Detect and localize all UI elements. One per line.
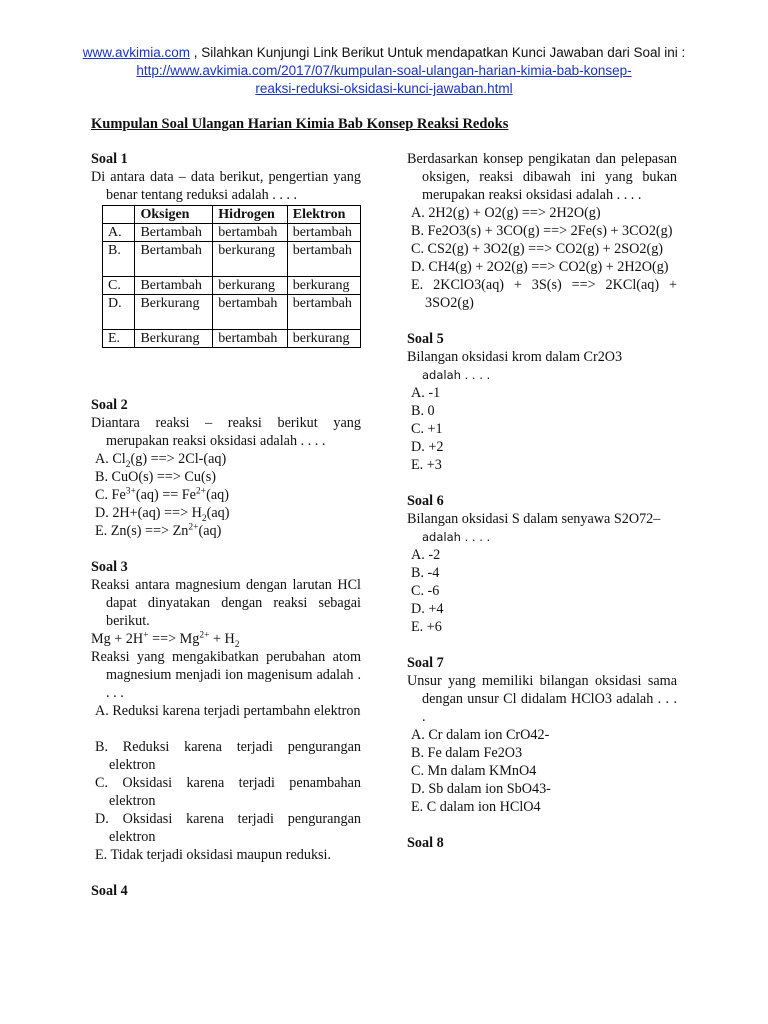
table-row [103,277,361,295]
table-cell: D. [103,295,135,330]
table-cell: berkurang [287,277,360,295]
soal-7-option-d: D. Sb dalam ion SbO43- [411,781,551,797]
table-row [103,330,361,348]
soal-5-option-b: B. 0 [411,403,435,419]
soal-5-option-d: D. +2 [411,439,444,455]
table-cell: A. [103,224,135,242]
soal-7-option-b: B. Fe dalam Fe2O3 [411,745,523,761]
soal-6-heading: Soal 6 [407,493,444,509]
table-cell: C. [103,277,135,295]
soal-4-question: Berdasarkan konsep pengikatan dan pelepasan oksigen, reaksi dibawah ini yang bukan merupakan reaksi oksidasi adalah . . . . [407,151,677,203]
soal-4-option-a: A. 2H2(g) + O2(g) ==> 2H2O(g) [411,205,601,221]
soal-6-option-d: D. +4 [411,601,444,617]
soal-1-heading: Soal 1 [91,151,128,167]
table-cell: berkurang [213,242,287,277]
soal-5-option-a: A. -1 [411,385,441,401]
table-header-row [103,206,361,224]
soal-6-option-c: C. -6 [411,583,440,599]
table-header-cell: Elektron [287,206,360,224]
table-cell: bertambah [213,224,287,242]
soal-3-question: Reaksi antara magnesium dengan larutan HCl dapat dinyatakan dengan reaksi sebagai berikut. [91,577,361,629]
table-cell: Bertambah [135,242,213,277]
table-header-cell: Oksigen [135,206,213,224]
soal-7-option-a: A. Cr dalam ion CrO42- [411,727,550,743]
soal-6-option-b: B. -4 [411,565,440,581]
page-header [40,44,728,98]
table-cell: bertambah [287,295,360,330]
table-cell: berkurang [213,277,287,295]
soal-6-option-a: A. -2 [411,547,441,563]
soal-7-question: Unsur yang memiliki bilangan oksidasi sama dengan unsur Cl didalam HClO3 adalah . . . . [407,673,677,725]
soal-2-option-a: A. $Cl_2(g)$ ==> 2Cl-(aq) [95,451,227,470]
answer-key-link-part1[interactable]: http://www.avkimia.com/2017/07/kumpulan-soal-ulangan-harian-kimia-bab-konsep- [136,63,632,78]
table-cell: berkurang [287,330,360,348]
left-column [91,150,361,900]
soal-2-question: Diantara reaksi – reaksi berikut yang merupakan reaksi oksidasi adalah . . . . [91,415,361,449]
soal-1-table [102,205,361,348]
soal-3-question-2: Reaksi yang mengakibatkan perubahan atom magnesium menjadi ion magenisum adalah . . . . [91,649,361,701]
table-cell: bertambah [213,330,287,348]
soal-6-question-tail: adalah . . . . [422,530,491,544]
soal-3-option-b: B. Reduksi karena terjadi pengurangan elektron [95,739,361,773]
soal-5-question-tail: adalah . . . . [422,368,491,382]
soal-4-option-c: C. CS2(g) + 3O2(g) ==> CO2(g) + 2SO2(g) [411,241,664,257]
soal-3-option-d: D. Oksidasi karena terjadi pengurangan elektron [95,811,361,845]
soal-4-option-e: E. 2KClO3(aq) + 3S(s) ==> 2KCl(aq) + 3SO2(g) [411,277,677,311]
table-header-cell [103,206,135,224]
soal-2-option-c: C. $Fe^{3+}(aq) == Fe^{2+}(aq)$ [95,486,229,503]
soal-3-equation: Mg + 2H+ ==> $Mg^{2+} + H_2$ [91,630,240,650]
soal-7-option-e: E. C dalam ion HClO4 [411,799,541,815]
table-cell: bertambah [287,242,360,277]
soal-2-option-b: B. CuO(s) ==> Cu(s) [95,469,216,485]
table-row [103,242,361,277]
table-cell: bertambah [287,224,360,242]
soal-2-heading: Soal 2 [91,397,128,413]
soal-7-heading: Soal 7 [407,655,444,671]
table-row [103,295,361,330]
soal-2-option-d: D. 2H+(aq) ==> $H_2(aq)$ [95,505,230,524]
table-cell: bertambah [213,295,287,330]
soal-5-option-e: E. +3 [411,457,442,473]
soal-3-heading: Soal 3 [91,559,128,575]
soal-4-option-d: D. CH4(g) + 2O2(g) ==> CO2(g) + 2H2O(g) [411,259,669,275]
table-cell: Bertambah [135,277,213,295]
right-column [407,150,677,852]
soal-7-option-c: C. Mn dalam KMnO4 [411,763,537,779]
table-cell: Bertambah [135,224,213,242]
soal-3-option-e: E. Tidak terjadi oksidasi maupun reduksi. [95,847,332,863]
table-cell: E. [103,330,135,348]
table-cell: B. [103,242,135,277]
table-row [103,224,361,242]
soal-3-option-c: C. Oksidasi karena terjadi penambahan elektron [95,775,361,809]
table-header-cell: Hidrogen [213,206,287,224]
document-title: Kumpulan Soal Ulangan Harian Kimia Bab Konsep Reaksi Redoks [91,116,509,132]
soal-4-heading: Soal 4 [91,883,128,899]
table-cell: Berkurang [135,295,213,330]
soal-8-heading: Soal 8 [407,835,444,851]
answer-key-link-part2[interactable]: reaksi-reduksi-oksidasi-kunci-jawaban.html [255,81,513,96]
soal-5-heading: Soal 5 [407,331,444,347]
header-intro-text: , Silahkan Kunjungi Link Berikut Untuk mendapatkan Kunci Jawaban dari Soal ini : [189,45,686,60]
table-cell: Berkurang [135,330,213,348]
site-link[interactable]: www.avkimia.com [82,45,190,60]
soal-5-question: Bilangan oksidasi krom dalam Cr2O3 [407,349,623,365]
soal-1-question: Di antara data – data berikut, pengertian yang benar tentang reduksi adalah . . . . [91,169,361,203]
soal-6-question: Bilangan oksidasi S dalam senyawa S2O72– [407,511,661,527]
soal-5-option-c: C. +1 [411,421,443,437]
soal-4-option-b: B. Fe2O3(s) + 3CO(g) ==> 2Fe(s) + 3CO2(g) [411,223,673,239]
soal-6-option-e: E. +6 [411,619,442,635]
soal-3-option-a: A. Reduksi karena terjadi pertambahn elektron [95,703,361,719]
soal-2-option-e: E. Zn(s) ==> $Zn^{2+}(aq)$ [95,522,222,539]
